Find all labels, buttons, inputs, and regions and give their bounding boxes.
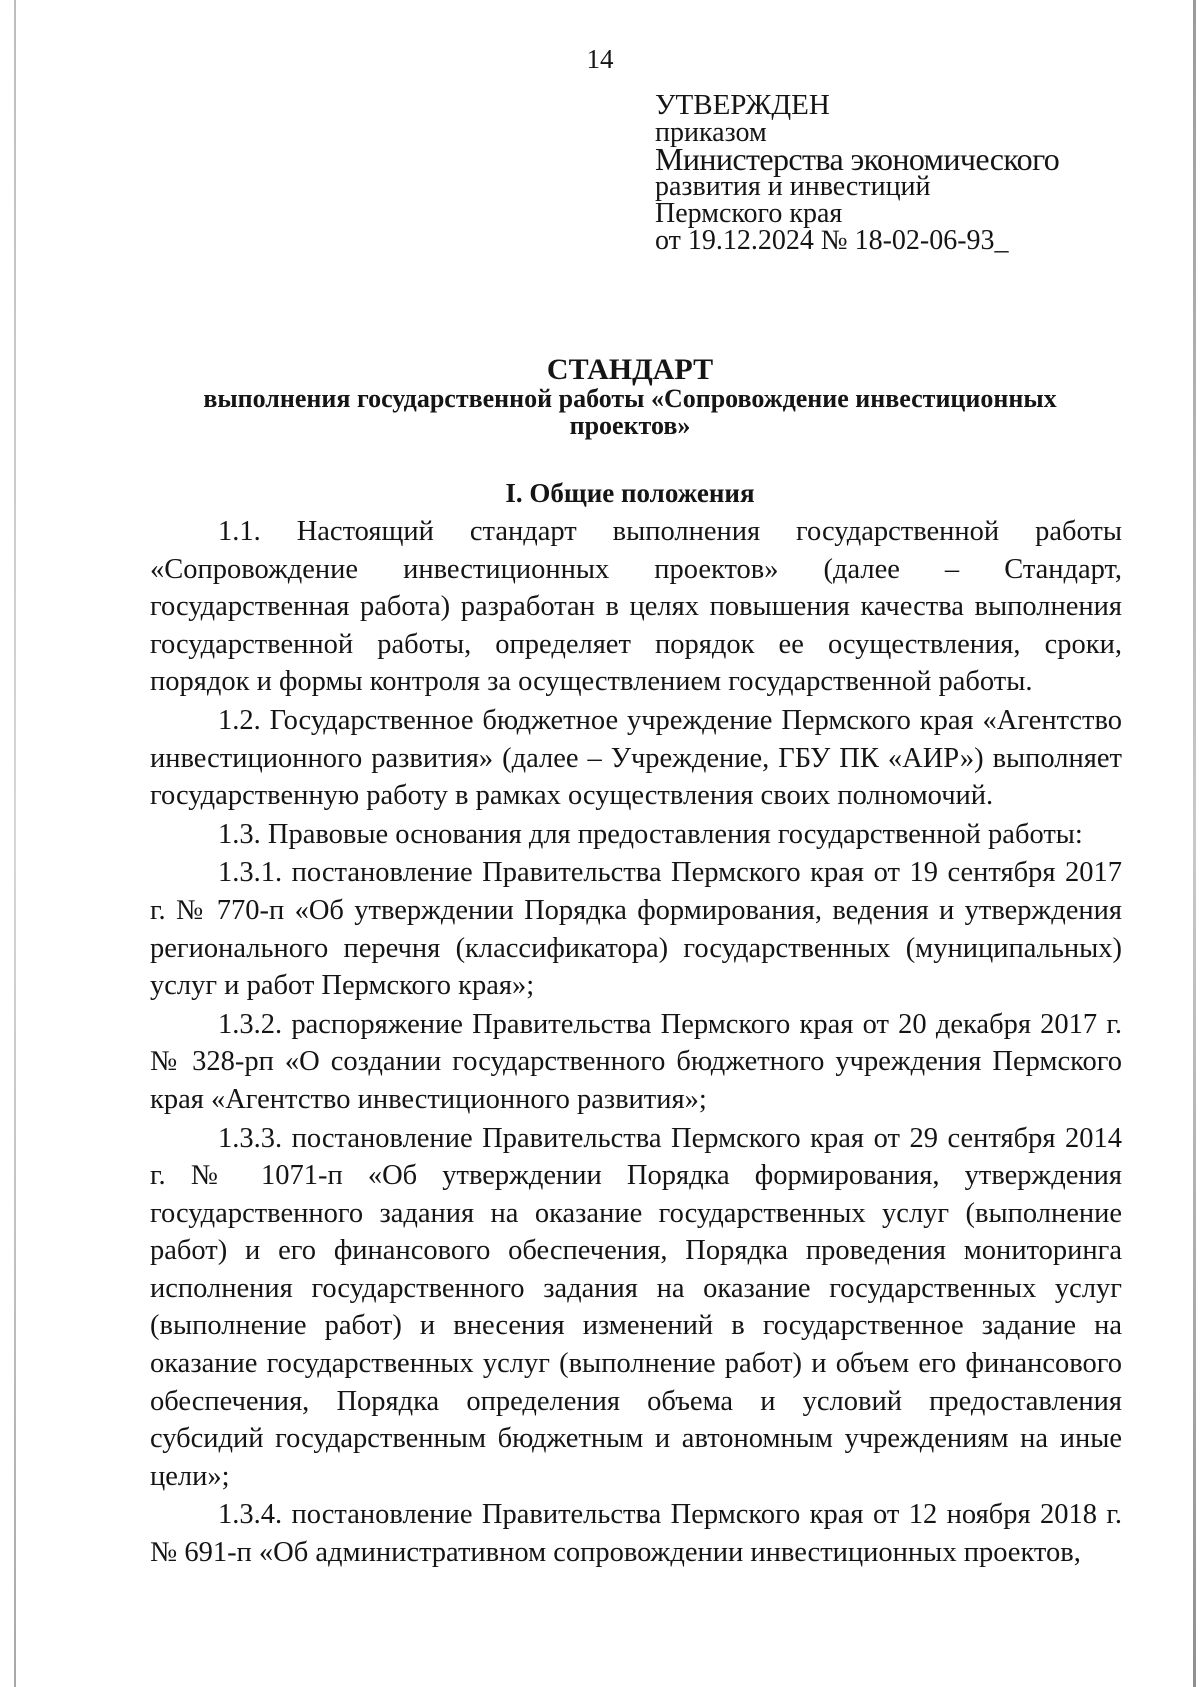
page-number: 14 bbox=[586, 44, 614, 74]
approval-stamp bbox=[655, 89, 1115, 256]
paragraph-1-3: 1.3. Правовые основания для предоставления государственной работы: bbox=[218, 818, 1083, 850]
paragraph-1-3-2: 1.3.2. распоряжение Правительства Пермского края от 20 декабря 2017 г. № 328-рп «О создании государственного бюджетного учреждения Пермского края «Агентство инвестиционного развития»; bbox=[150, 1008, 1122, 1115]
body-text bbox=[150, 513, 1122, 1573]
document-title-line: проектов» bbox=[569, 411, 691, 440]
scan-edge-left bbox=[14, 0, 16, 1687]
paragraph-1-2: 1.2. Государственное бюджетное учреждение Пермского края «Агентство инвестиционного развития» (далее – Учреждение, ГБУ ПК «АИР») выполняет государственную работу в рамках осуществления своих полномочий. bbox=[150, 704, 1122, 812]
document-title-line: выполнения государственной работы «Сопровождение инвестиционных bbox=[203, 384, 1057, 413]
approval-line: Пермского края bbox=[655, 198, 843, 229]
approval-line: развития и инвестиций bbox=[655, 171, 931, 202]
paragraph-1-3-1: 1.3.1. постановление Правительства Пермского края от 19 сентября 2017 г. № 770-п «Об утверждении Порядка формирования, ведения и утверждения регионального перечня (классификатора) государственных (муниципальных) услуг и работ Пермского края»; bbox=[150, 857, 1122, 1002]
section-heading: I. Общие положения bbox=[505, 478, 755, 508]
paragraph-1-1: 1.1. Настоящий стандарт выполнения государственной работы «Сопровождение инвестиционных проектов» (далее – Стандарт, государственная работа) разработан в целях повышения качества выполнения государственной работы, определяет порядок ее осуществления, сроки, порядок и формы контроля за осуществлением государственной работы. bbox=[150, 516, 1122, 698]
document-title-main: СТАНДАРТ bbox=[546, 353, 714, 386]
paragraph-1-3-3: 1.3.3. постановление Правительства Пермского края от 29 сентября 2014 г. № 1071-п «Об утверждении Порядка формирования, утверждения государственного задания на оказание государственных услуг (выполнение работ) и его финансового обеспечения, Порядка проведения мониторинга исполнения государственного задания на оказание государственных услуг (выполнение работ) и внесения изменений в государственное задание на оказание государственных услуг (выполнение работ) и объем его финансового обеспечения, Порядка определения объема и условий предоставления субсидий государственным бюджетным и автономным учреждениям на иные цели»; bbox=[150, 1122, 1122, 1492]
approval-ministry: Министерства экономического bbox=[655, 141, 1060, 177]
approval-title: УТВЕРЖДЕН bbox=[655, 89, 830, 121]
document-title bbox=[140, 355, 1120, 439]
paragraph-1-3-4: 1.3.4. постановление Правительства Пермского края от 12 ноября 2018 г. № 691-п «Об административном сопровождении инвестиционных проектов, bbox=[150, 1499, 1122, 1569]
approval-date-number: от 19.12.2024 № 18-02-06-93_ bbox=[655, 225, 1009, 256]
approval-line: приказом bbox=[655, 117, 767, 148]
scan-edge-right bbox=[1193, 0, 1196, 1687]
